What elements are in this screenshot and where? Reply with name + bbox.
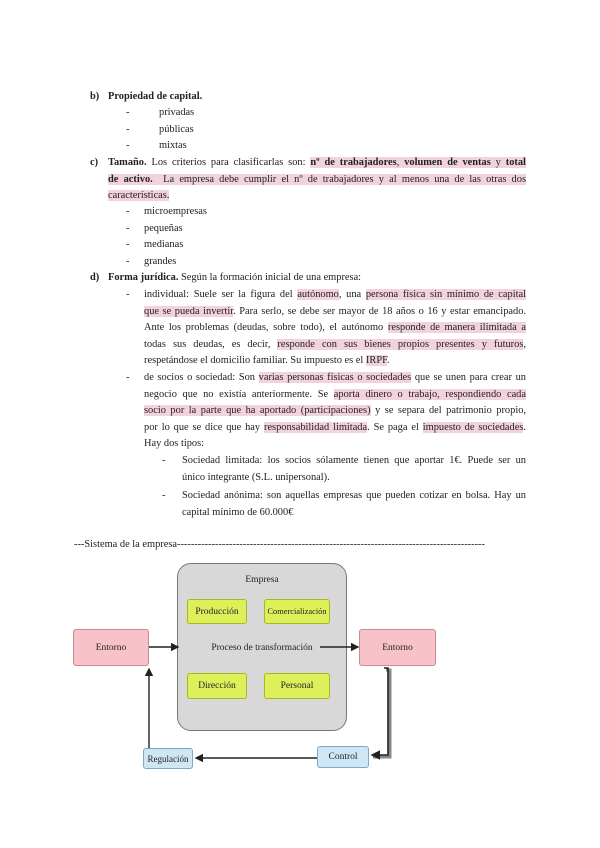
list-dash: - (126, 372, 130, 383)
section-title: Propiedad de capital. (108, 91, 203, 102)
section-intro: Según la formación inicial de una empresa: (181, 272, 362, 283)
entorno-left-box: Entorno (73, 629, 149, 666)
control-box: Control (317, 746, 369, 768)
section-c-paragraph: Tamaño. Los criterios para clasificarlas son: nº de trabajadores, volumen de ventas y total de activo. La empresa debe cumplir el nº de trabajadores y al menos una de las otras dos características. (108, 157, 526, 202)
produccion-box: Producción (187, 599, 247, 624)
individual-paragraph: individual: Suele ser la figura del autónomo, una persona física sin mínimo de capital que se pueda invertir. Para serlo, se debe ser mayor de 18 años o 16 y estar emancipado. Ante los problemas (deudas, sobre todo), el autónomo responde de manera ilimitada a todas sus deudas, es decir, responde con sus bienes propios presentes y futuros, respetándose el domicilio familiar. Su impuesto es el IRPF. (144, 289, 527, 367)
socios-paragraph: de socios o sociedad: Son varias personas físicas o sociedades que se unen para crear un negocio que no existía anteriormente. Se aporta dinero o trabajo, respondiendo cada socio por la parte que ha aportado (participaciones) y se separa del patrimonio propio, por lo que se dice que hay responsabilidad limitada. Se paga el impuesto de sociedades. Hay dos tipos: (144, 372, 526, 450)
proceso-label: Proceso de transformación (211, 643, 313, 653)
section-b-heading (90, 89, 202, 105)
section-c-heading (90, 155, 108, 171)
section-b-list (126, 105, 194, 155)
section-letter: c) (90, 157, 99, 168)
list-item: - privadas (126, 107, 195, 118)
arrow-entorno-to-control-shadow (373, 670, 390, 757)
section-c-list (126, 204, 207, 270)
section-letter: b) (90, 91, 100, 102)
section-title: Forma jurídica. (108, 272, 179, 283)
regulacion-box: Regulación (143, 748, 193, 769)
list-dash: - (162, 455, 166, 466)
list-item: - grandes (126, 255, 177, 267)
list-dash: - (162, 490, 166, 501)
entorno-right-box: Entorno (359, 629, 436, 666)
list-item: - pequeñas (126, 222, 183, 234)
list-item: - públicas (126, 123, 194, 135)
direccion-box: Dirección (187, 673, 247, 699)
list-item: - medianas (126, 239, 184, 250)
list-item: - mixtas (126, 140, 187, 151)
comercializacion-box: Comercialización (264, 599, 330, 624)
list-item: - microempresas (126, 206, 207, 217)
section-d-heading (90, 270, 361, 286)
empresa-label: Empresa (245, 575, 279, 585)
personal-box: Personal (264, 673, 330, 699)
arrow-entorno-to-control (372, 668, 388, 755)
list-dash: - (126, 289, 130, 300)
section-separator: ---Sistema de la empresa----------------------------------------------------------------------------------------- (74, 539, 485, 550)
anonima-paragraph: Sociedad anónima: son aquellas empresas que pueden cotizar en bolsa. Hay un capital mínimo de 60.000€ (182, 490, 526, 518)
section-letter: d) (90, 272, 100, 283)
limitada-paragraph: Sociedad limitada: los socios sólamente tienen que aportar 1€. Puede ser un único integrante (S.L. unipersonal). (182, 455, 526, 483)
